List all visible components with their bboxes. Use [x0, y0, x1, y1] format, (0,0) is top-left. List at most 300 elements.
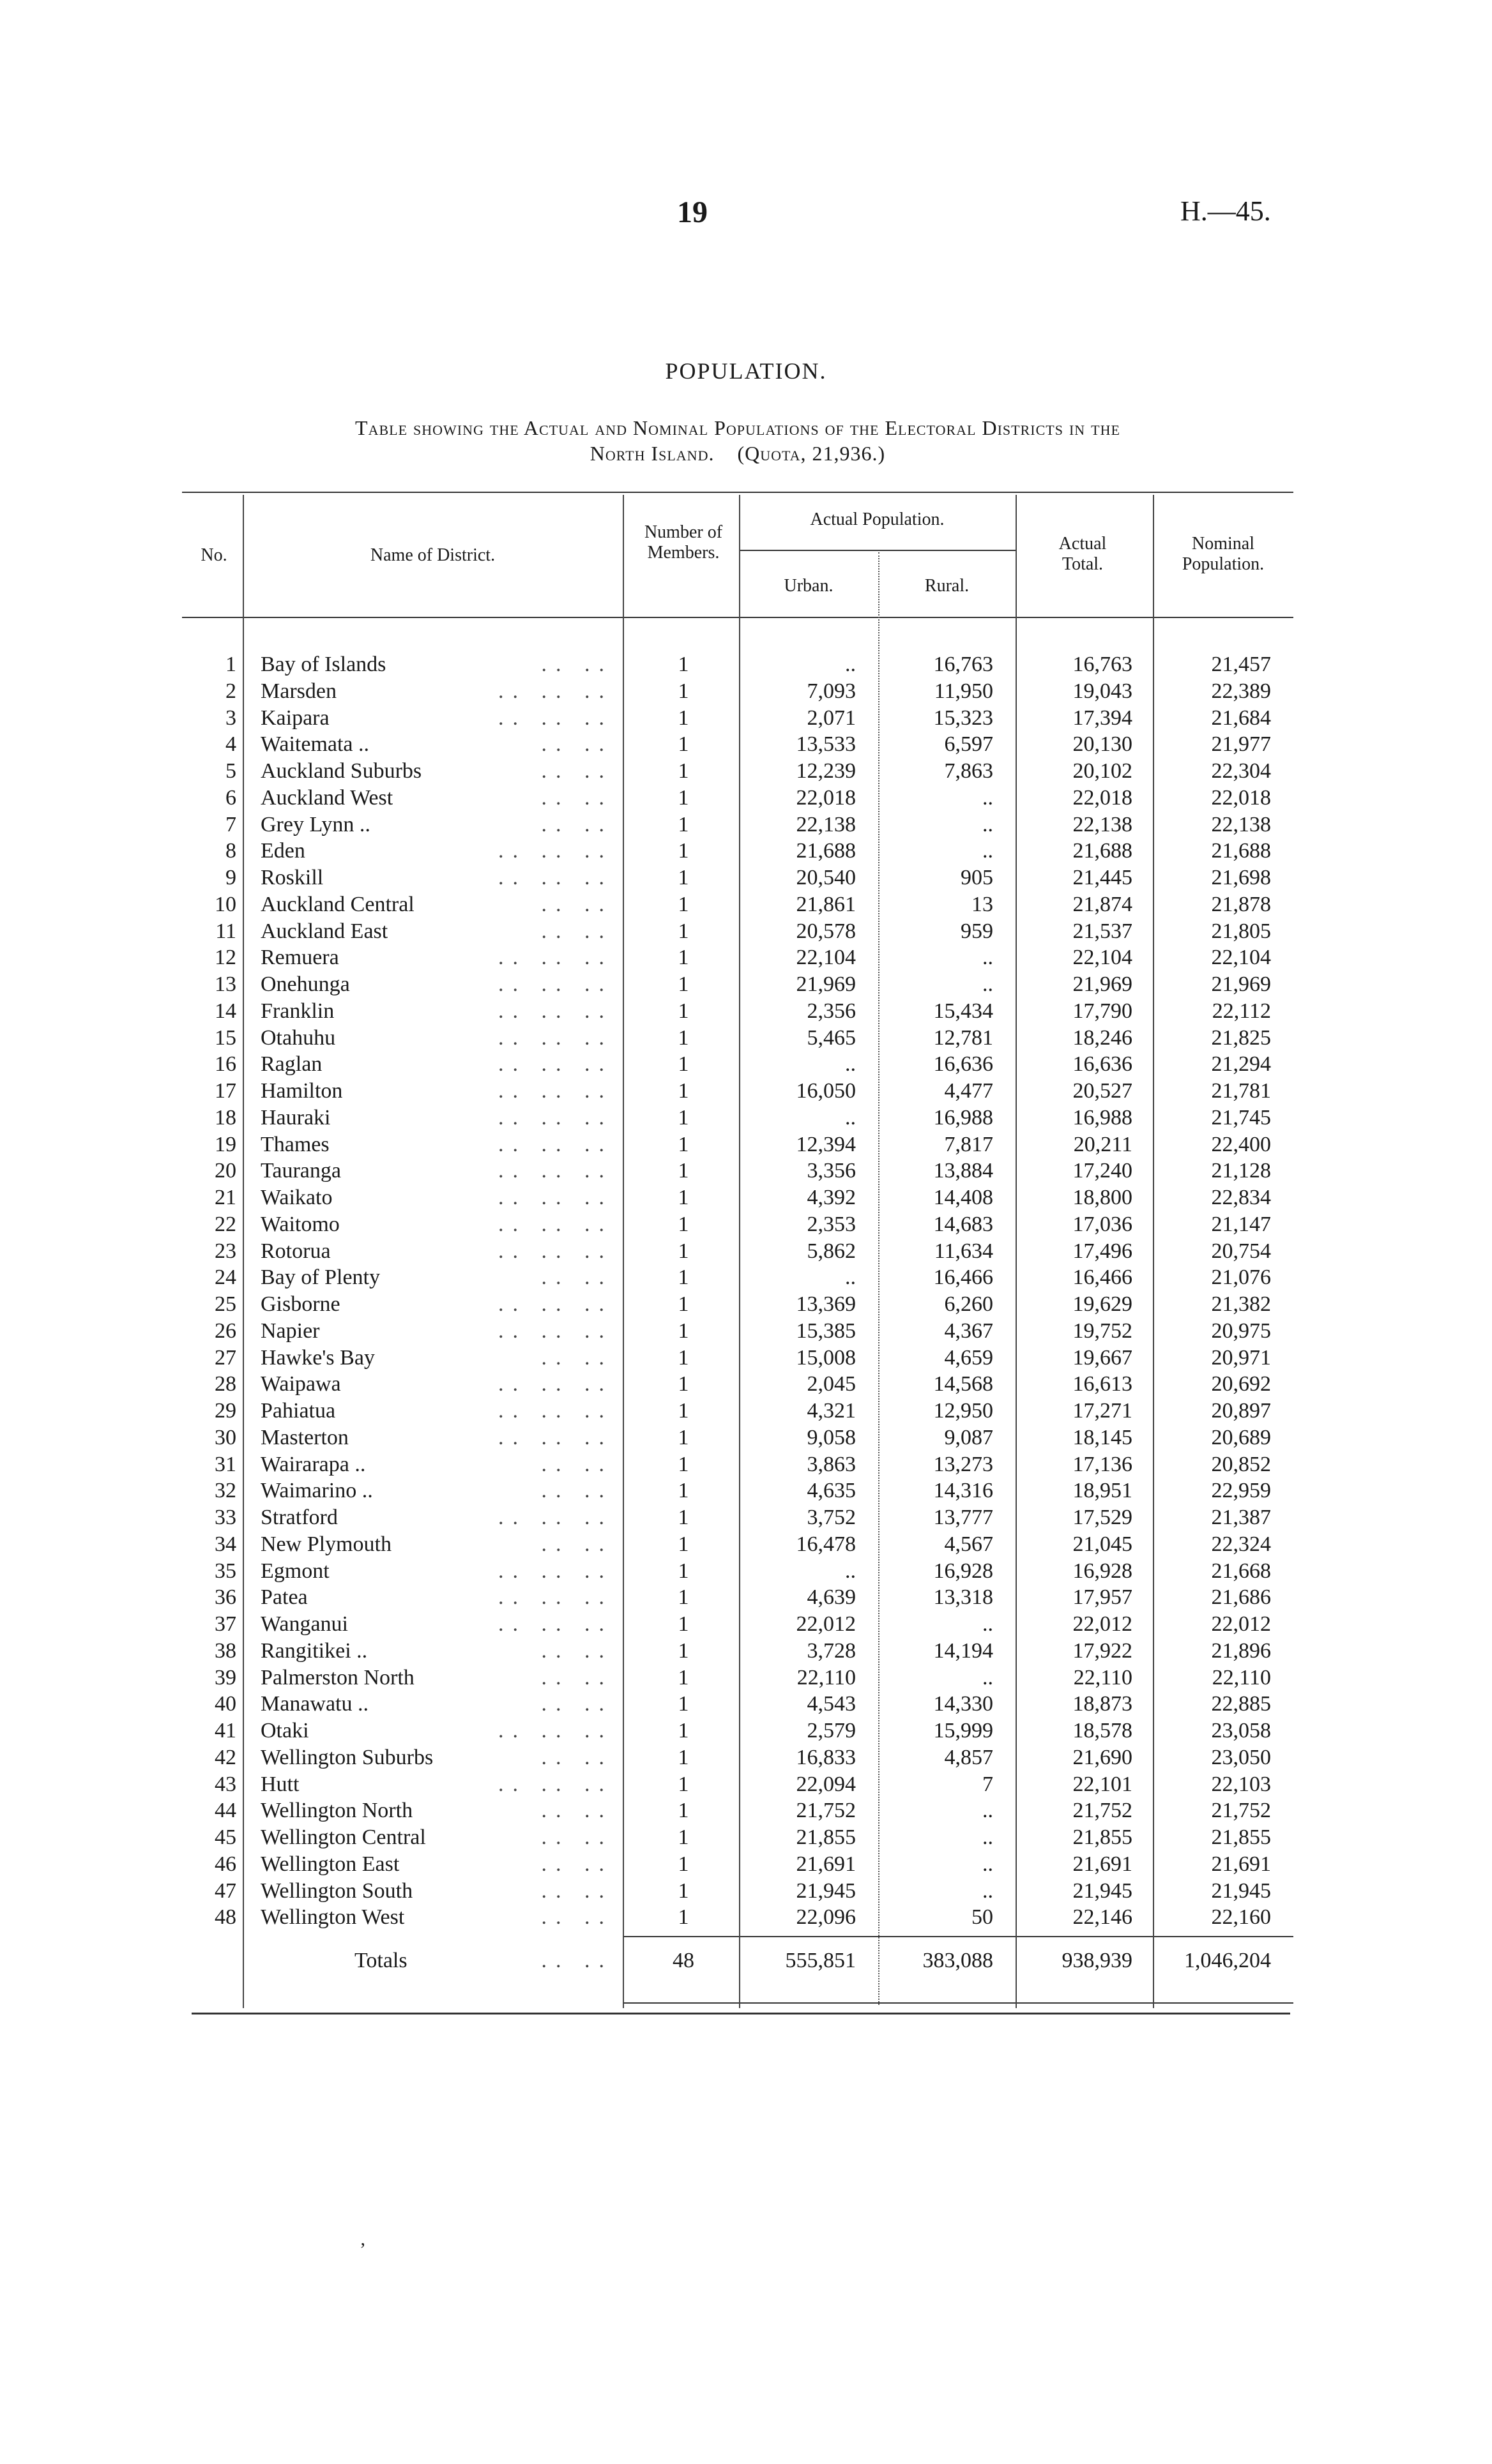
stray-mark: ‚: [360, 2228, 366, 2249]
row-number: 1: [225, 653, 236, 676]
urban-population: 4,543: [807, 1692, 856, 1716]
rural-population: 12,781: [933, 1025, 993, 1050]
rural-population: 4,659: [944, 1345, 993, 1370]
row-number: 46: [215, 1852, 236, 1876]
header-actual-population: Actual Population.: [810, 510, 945, 529]
nominal-population: 21,781: [1211, 1079, 1271, 1103]
row-number: 18: [215, 1105, 236, 1130]
totals-rural: 383,088: [922, 1949, 993, 1972]
urban-population: 20,578: [796, 919, 856, 943]
nominal-population: 22,112: [1212, 999, 1271, 1023]
page-title: POPULATION.: [665, 358, 827, 384]
members: 1: [678, 1772, 689, 1796]
row-number: 16: [215, 1052, 236, 1077]
urban-population: 20,540: [796, 866, 856, 889]
leader-dots: .. .. ..: [498, 839, 613, 863]
district-name: Waikato: [261, 1186, 333, 1209]
district-name: Otahuhu: [261, 1025, 336, 1050]
members: 1: [678, 1745, 689, 1769]
leader-dots: .. ..: [541, 1532, 613, 1556]
nominal-population: 21,825: [1211, 1025, 1271, 1050]
row-number: 26: [215, 1319, 236, 1343]
leader-dots: .. .. ..: [498, 1612, 613, 1636]
rural-population: ..: [982, 946, 993, 970]
district-name: Roskill: [261, 866, 324, 889]
actual-total: 19,667: [1072, 1345, 1132, 1370]
district-name: Hauraki: [261, 1105, 331, 1130]
members: 1: [678, 1345, 689, 1370]
leader-dots: .. .. ..: [498, 1105, 613, 1130]
leader-dots: .. ..: [541, 1825, 613, 1849]
urban-population: 21,969: [796, 972, 856, 996]
members: 1: [678, 1532, 689, 1556]
table-top-rule: [182, 492, 1293, 493]
nominal-population: 20,692: [1211, 1372, 1271, 1396]
urban-population: 21,945: [796, 1878, 856, 1903]
row-number: 3: [225, 706, 236, 730]
rural-population: 15,434: [933, 999, 993, 1023]
members: 1: [678, 1719, 689, 1742]
leader-dots: .. ..: [541, 1852, 613, 1876]
totals-nominal: 1,046,204: [1184, 1949, 1271, 1972]
nominal-population: 21,752: [1211, 1799, 1271, 1823]
urban-population: 12,394: [796, 1132, 856, 1156]
header-actual-total: Actual Total.: [1058, 534, 1107, 574]
actual-total: 16,928: [1072, 1559, 1132, 1583]
urban-population: 13,369: [796, 1292, 856, 1316]
urban-population: 16,833: [796, 1745, 856, 1769]
urban-population: 22,110: [796, 1665, 856, 1689]
district-name: Onehunga: [261, 972, 350, 996]
leader-dots: .. ..: [541, 653, 613, 676]
actual-total: 18,246: [1072, 1025, 1132, 1050]
actual-total: 22,110: [1073, 1665, 1132, 1689]
actual-total: 22,101: [1072, 1772, 1132, 1796]
rural-population: ..: [982, 1799, 993, 1823]
urban-population: ..: [845, 1105, 856, 1130]
district-name: Auckland East: [261, 919, 388, 943]
nominal-population: 20,852: [1211, 1452, 1271, 1476]
district-name: Otaki: [261, 1719, 309, 1742]
column-line-total: [1016, 495, 1017, 2008]
district-name: Rangitikei ..: [261, 1638, 368, 1663]
rural-population: 7,817: [944, 1132, 993, 1156]
actual-total: 16,763: [1072, 653, 1132, 676]
urban-population: 4,321: [807, 1399, 856, 1423]
actual-total: 18,145: [1072, 1425, 1132, 1449]
row-number: 12: [215, 946, 236, 970]
members: 1: [678, 653, 689, 676]
members: 1: [678, 1239, 689, 1263]
actual-total: 18,800: [1072, 1186, 1132, 1209]
rural-population: 14,568: [933, 1372, 993, 1396]
leader-dots: .. ..: [541, 1345, 613, 1370]
nominal-population: 22,104: [1211, 946, 1271, 970]
urban-population: 21,752: [796, 1799, 856, 1823]
members: 1: [678, 1665, 689, 1689]
actual-total: 20,130: [1072, 732, 1132, 757]
leader-dots: .. ..: [541, 1266, 613, 1290]
district-name: Palmerston North: [261, 1665, 415, 1689]
row-number: 5: [225, 759, 236, 783]
row-number: 29: [215, 1399, 236, 1423]
totals-bottom-rule: [623, 2002, 1293, 2004]
row-number: 33: [215, 1506, 236, 1529]
members: 1: [678, 1212, 689, 1236]
members: 1: [678, 1479, 689, 1503]
members: 1: [678, 839, 689, 863]
nominal-population: 22,304: [1211, 759, 1271, 783]
actual-total: 17,957: [1072, 1585, 1132, 1610]
actual-total: 22,138: [1072, 812, 1132, 836]
actual-total: 21,688: [1072, 839, 1132, 863]
nominal-population: 22,110: [1212, 1665, 1271, 1689]
members: 1: [678, 1692, 689, 1716]
row-number: 40: [215, 1692, 236, 1716]
district-name: Wanganui: [261, 1612, 348, 1636]
row-number: 27: [215, 1345, 236, 1370]
members: 1: [678, 1612, 689, 1636]
leader-dots: .. ..: [541, 1638, 613, 1663]
rural-population: ..: [982, 972, 993, 996]
leader-dots: .. ..: [541, 1479, 613, 1503]
row-number: 45: [215, 1825, 236, 1849]
nominal-population: 21,387: [1211, 1506, 1271, 1529]
actual-total: 17,529: [1072, 1506, 1132, 1529]
members: 1: [678, 1638, 689, 1663]
actual-total: 21,537: [1072, 919, 1132, 943]
nominal-population: 21,382: [1211, 1292, 1271, 1316]
district-name: Stratford: [261, 1506, 338, 1529]
leader-dots: .. .. ..: [498, 1425, 613, 1449]
urban-population: 9,058: [807, 1425, 856, 1449]
actual-total: 16,636: [1072, 1052, 1132, 1077]
members: 1: [678, 1186, 689, 1209]
rural-population: 4,477: [944, 1079, 993, 1103]
actual-total: 16,613: [1072, 1372, 1132, 1396]
district-name: New Plymouth: [261, 1532, 392, 1556]
row-number: 17: [215, 1079, 236, 1103]
nominal-population: 20,689: [1211, 1425, 1271, 1449]
actual-total: 21,690: [1072, 1745, 1132, 1769]
members: 1: [678, 1878, 689, 1903]
district-name: Bay of Islands: [261, 653, 386, 676]
members: 1: [678, 706, 689, 730]
leader-dots: .. ..: [541, 1452, 613, 1476]
actual-total: 19,629: [1072, 1292, 1132, 1316]
row-number: 28: [215, 1372, 236, 1396]
rural-population: 11,950: [934, 679, 993, 703]
members: 1: [678, 1372, 689, 1396]
nominal-population: 20,897: [1211, 1399, 1271, 1423]
members: 1: [678, 732, 689, 757]
nominal-population: 22,324: [1211, 1532, 1271, 1556]
nominal-population: 22,018: [1211, 785, 1271, 810]
actual-total: 21,691: [1072, 1852, 1132, 1876]
row-number: 38: [215, 1638, 236, 1663]
row-number: 8: [225, 839, 236, 863]
rural-population: 16,763: [933, 653, 993, 676]
header-no: No.: [201, 545, 227, 565]
row-number: 23: [215, 1239, 236, 1263]
row-number: 2: [225, 679, 236, 703]
rural-population: 14,683: [933, 1212, 993, 1236]
row-number: 42: [215, 1745, 236, 1769]
actual-total: 21,445: [1072, 866, 1132, 889]
actual-total: 17,790: [1072, 999, 1132, 1023]
rural-population: 12,950: [933, 1399, 993, 1423]
actual-total: 17,271: [1072, 1399, 1132, 1423]
members: 1: [678, 812, 689, 836]
leader-dots: .. .. ..: [498, 1559, 613, 1583]
members: 1: [678, 759, 689, 783]
urban-population: 3,863: [807, 1452, 856, 1476]
district-name: Manawatu ..: [261, 1692, 369, 1716]
members: 1: [678, 1799, 689, 1823]
nominal-population: 21,896: [1211, 1638, 1271, 1663]
members: 1: [678, 1105, 689, 1130]
district-name: Masterton: [261, 1425, 349, 1449]
district-name: Wairarapa ..: [261, 1452, 366, 1476]
urban-population: 2,356: [807, 999, 856, 1023]
members: 1: [678, 1079, 689, 1103]
nominal-population: 22,959: [1211, 1479, 1271, 1503]
row-number: 44: [215, 1799, 236, 1823]
table-caption: [192, 415, 1284, 466]
rural-population: 6,597: [944, 732, 993, 757]
leader-dots: .. .. ..: [498, 1399, 613, 1423]
district-name: Wellington Central: [261, 1825, 426, 1849]
rural-population: 14,194: [933, 1638, 993, 1663]
nominal-population: 21,684: [1211, 706, 1271, 730]
district-name: Tauranga: [261, 1159, 341, 1183]
members: 1: [678, 1825, 689, 1849]
nominal-population: 22,400: [1211, 1132, 1271, 1156]
actual-total: 17,496: [1072, 1239, 1132, 1263]
leader-dots: .. .. ..: [498, 1506, 613, 1529]
rural-population: 4,857: [944, 1745, 993, 1769]
urban-population: 2,071: [807, 706, 856, 730]
district-name: Wellington South: [261, 1878, 413, 1903]
row-number: 39: [215, 1665, 236, 1689]
members: 1: [678, 1425, 689, 1449]
urban-population: 22,012: [796, 1612, 856, 1636]
district-name: Patea: [261, 1585, 308, 1610]
urban-population: 7,093: [807, 679, 856, 703]
rural-population: 15,999: [933, 1719, 993, 1742]
table-bottom-rule: [192, 2013, 1290, 2014]
nominal-population: 21,686: [1211, 1585, 1271, 1610]
row-number: 43: [215, 1772, 236, 1796]
actual-total: 22,018: [1072, 785, 1132, 810]
rural-population: ..: [982, 1852, 993, 1876]
members: 1: [678, 1905, 689, 1930]
leader-dots: .. .. ..: [498, 1025, 613, 1050]
district-name: Napier: [261, 1319, 320, 1343]
actual-total: 21,945: [1072, 1878, 1132, 1903]
totals-dots: .. ..: [541, 1949, 613, 1972]
leader-dots: .. .. ..: [498, 1292, 613, 1316]
rural-population: ..: [982, 1878, 993, 1903]
rural-population: 13,777: [933, 1506, 993, 1529]
urban-population: 22,096: [796, 1905, 856, 1930]
totals-actual-total: 938,939: [1062, 1949, 1132, 1972]
urban-population: 5,862: [807, 1239, 856, 1263]
row-number: 20: [215, 1159, 236, 1183]
rural-population: 15,323: [933, 706, 993, 730]
rural-population: ..: [982, 1612, 993, 1636]
row-number: 11: [215, 919, 236, 943]
district-name: Kaipara: [261, 706, 330, 730]
table-caption-line-1: Table showing the Actual and Nominal Populations of the Electoral Districts in the: [355, 416, 1120, 439]
nominal-population: 23,050: [1211, 1745, 1271, 1769]
urban-population: 3,752: [807, 1506, 856, 1529]
actual-total: 17,240: [1072, 1159, 1132, 1183]
district-name: Wellington East: [261, 1852, 400, 1876]
urban-population: 22,138: [796, 812, 856, 836]
rural-population: 13: [971, 892, 993, 916]
nominal-population: 21,805: [1211, 919, 1271, 943]
nominal-population: 21,745: [1211, 1105, 1271, 1130]
totals-urban: 555,851: [785, 1949, 856, 1972]
district-name: Rotorua: [261, 1239, 331, 1263]
actual-total: 21,874: [1072, 892, 1132, 916]
urban-population: 5,465: [807, 1025, 856, 1050]
header-nominal: Nominal Population.: [1182, 534, 1265, 574]
header-name: Name of District.: [370, 545, 496, 565]
leader-dots: .. .. ..: [498, 946, 613, 970]
leader-dots: .. ..: [541, 812, 613, 836]
column-line-rural: [878, 552, 879, 2005]
urban-population: 21,855: [796, 1825, 856, 1849]
leader-dots: .. ..: [541, 1745, 613, 1769]
row-number: 22: [215, 1212, 236, 1236]
urban-population: 21,688: [796, 839, 856, 863]
urban-population: 16,478: [796, 1532, 856, 1556]
urban-population: 4,639: [807, 1585, 856, 1610]
nominal-population: 22,012: [1211, 1612, 1271, 1636]
actual-total: 18,578: [1072, 1719, 1132, 1742]
actual-total: 21,045: [1072, 1532, 1132, 1556]
leader-dots: .. .. ..: [498, 706, 613, 730]
actual-total: 22,104: [1072, 946, 1132, 970]
members: 1: [678, 1399, 689, 1423]
document-reference: H.—45.: [1180, 195, 1271, 227]
urban-population: 15,385: [796, 1319, 856, 1343]
row-number: 31: [215, 1452, 236, 1476]
actual-total: 17,922: [1072, 1638, 1132, 1663]
row-number: 7: [225, 812, 236, 836]
row-number: 4: [225, 732, 236, 757]
totals-members: 48: [673, 1949, 694, 1972]
district-name: Auckland Suburbs: [261, 759, 422, 783]
leader-dots: .. .. ..: [498, 1186, 613, 1209]
rural-population: 14,408: [933, 1186, 993, 1209]
rural-population: 905: [961, 866, 993, 889]
district-name: Marsden: [261, 679, 337, 703]
rural-population: 16,466: [933, 1266, 993, 1290]
actual-total: 19,043: [1072, 679, 1132, 703]
leader-dots: .. .. ..: [498, 1212, 613, 1236]
header-bottom-rule: [182, 617, 1293, 618]
leader-dots: .. .. ..: [498, 1079, 613, 1103]
actual-total: 22,146: [1072, 1905, 1132, 1930]
nominal-population: 21,147: [1211, 1212, 1271, 1236]
leader-dots: .. .. ..: [498, 1052, 613, 1077]
nominal-population: 20,971: [1211, 1345, 1271, 1370]
nominal-population: 21,691: [1211, 1852, 1271, 1876]
rural-population: 16,988: [933, 1105, 993, 1130]
district-name: Hamilton: [261, 1079, 343, 1103]
members: 1: [678, 946, 689, 970]
actual-total: 16,466: [1072, 1266, 1132, 1290]
district-name: Waipawa: [261, 1372, 341, 1396]
members: 1: [678, 892, 689, 916]
leader-dots: .. ..: [541, 732, 613, 757]
district-name: Raglan: [261, 1052, 323, 1077]
header-members: Number of Members.: [644, 522, 723, 563]
rural-population: ..: [982, 1665, 993, 1689]
actual-total: 17,394: [1072, 706, 1132, 730]
row-number: 25: [215, 1292, 236, 1316]
leader-dots: .. ..: [541, 1665, 613, 1689]
row-number: 30: [215, 1425, 236, 1449]
urban-population: 4,392: [807, 1186, 856, 1209]
nominal-population: 21,977: [1211, 732, 1271, 757]
leader-dots: .. ..: [541, 892, 613, 916]
urban-population: 12,239: [796, 759, 856, 783]
rural-population: 4,567: [944, 1532, 993, 1556]
district-name: Bay of Plenty: [261, 1266, 380, 1290]
urban-population: 13,533: [796, 732, 856, 757]
district-name: Egmont: [261, 1559, 330, 1583]
members: 1: [678, 999, 689, 1023]
rural-population: 13,273: [933, 1452, 993, 1476]
row-number: 37: [215, 1612, 236, 1636]
rural-population: 16,636: [933, 1052, 993, 1077]
rural-population: 7,863: [944, 759, 993, 783]
urban-population: 22,104: [796, 946, 856, 970]
totals-label: Totals: [354, 1949, 407, 1972]
table-caption-line-2: North Island. (Quota, 21,936.): [590, 442, 886, 465]
row-number: 6: [225, 785, 236, 810]
rural-population: 11,634: [934, 1239, 993, 1263]
urban-population: 2,353: [807, 1212, 856, 1236]
row-number: 10: [215, 892, 236, 916]
leader-dots: .. .. ..: [498, 1719, 613, 1742]
rural-population: 7: [982, 1772, 993, 1796]
nominal-population: 21,688: [1211, 839, 1271, 863]
leader-dots: .. ..: [541, 1692, 613, 1716]
nominal-population: 21,945: [1211, 1878, 1271, 1903]
district-name: Gisborne: [261, 1292, 340, 1316]
urban-population: 22,094: [796, 1772, 856, 1796]
rural-population: ..: [982, 839, 993, 863]
header-rural: Rural.: [924, 576, 970, 596]
actual-total: 18,873: [1072, 1692, 1132, 1716]
district-name: Wellington Suburbs: [261, 1745, 434, 1769]
district-name: Wellington North: [261, 1799, 413, 1823]
members: 1: [678, 972, 689, 996]
nominal-population: 22,160: [1211, 1905, 1271, 1930]
rural-population: ..: [982, 785, 993, 810]
actual-total: 21,752: [1072, 1799, 1132, 1823]
nominal-population: 21,668: [1211, 1559, 1271, 1583]
district-name: Hawke's Bay: [261, 1345, 375, 1370]
district-name: Pahiatua: [261, 1399, 336, 1423]
rural-population: 6,260: [944, 1292, 993, 1316]
leader-dots: .. .. ..: [498, 972, 613, 996]
